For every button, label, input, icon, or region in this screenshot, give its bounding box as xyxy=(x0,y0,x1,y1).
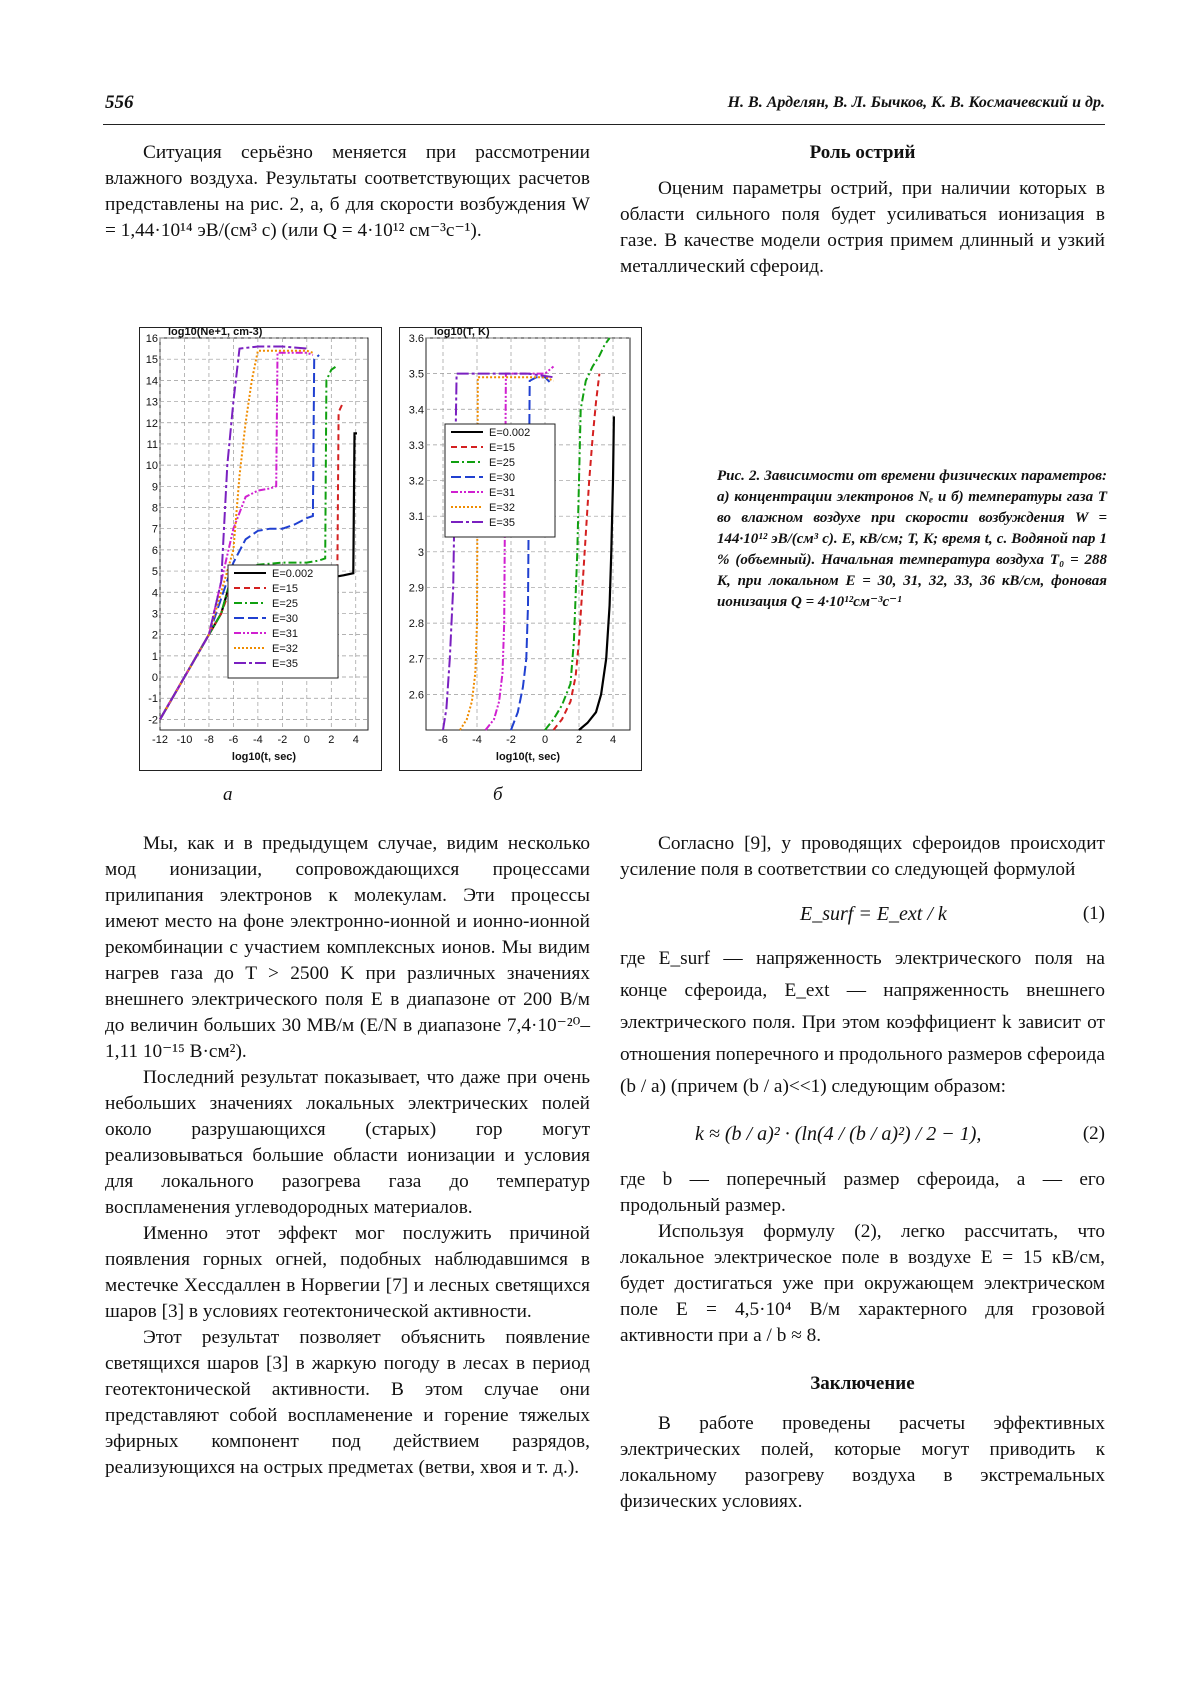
y-tick-label: 6 xyxy=(151,544,158,557)
chart-b xyxy=(400,328,641,770)
paragraph: Согласно [9], у проводящих сфероидов происходит усиление поля в соответствии со следующей формулой xyxy=(620,833,1105,880)
x-tick-label: -6 xyxy=(438,734,448,746)
right-column-top xyxy=(620,140,1105,280)
paragraph: Используя формулу (2), легко рассчитать, что локальное электрическое поле в воздухе E = 15 кВ/см, будет достигаться уже при окружающем электрическом поле E = 4,5·10⁴ В/м характерного для грозовой активности при a / b ≈ 8. xyxy=(620,1221,1105,1346)
y-tick-label: -1 xyxy=(148,693,158,706)
legend-label: E=35 xyxy=(489,517,515,529)
paragraph: Мы, как и в предыдущем случае, видим несколько мод ионизации, сопровождающихся процессами прилипания электронов к молекулам. Эти процессы имеют место на фоне электронно-ионной и ионно-ионной рекомбинации с участием комплексных ионов. Мы видим нагрев газа до T > 2500 K при различных значениях внешнего электрического поля E в диапазоне от 200 В/м до величин больших 30 МВ/м (E/N в диапазоне 7,4·10⁻²⁰–1,11 10⁻¹⁵ В·см²). xyxy=(105,833,590,1062)
x-tick-label: -10 xyxy=(176,734,193,746)
figure-b-label: б xyxy=(493,784,503,805)
equation-2-body: k ≈ (b / a)² · (ln(4 / (b / a)²) / 2 − 1), xyxy=(695,1123,982,1145)
paragraph: Этот результат позволяет объяснить появление светящихся шаров [3] в жаркую погоду в лесах в период геотектонической активности. В этом случае они представляют собой воспламенение и горение тяжелых эфирных компонент под действием разрядов, реализующихся на острых предметах (ветви, хвоя и т. д.). xyxy=(105,1327,590,1478)
legend-label: E=31 xyxy=(272,628,298,640)
y-tick-label: 1 xyxy=(151,650,158,663)
equation-1-number: (1) xyxy=(1082,903,1105,924)
chart-title: log10(T, K) xyxy=(434,328,490,338)
paragraph: где b — поперечный размер сфероида, a — его продольный размер. xyxy=(620,1169,1105,1216)
legend-label: E=25 xyxy=(489,457,515,469)
x-tick-label: 2 xyxy=(575,734,583,746)
paragraph: Именно этот эффект мог послужить причиной появления горных огней, подобных наблюдавшимся в местечке Хессдаллен в Норвегии [7] и лесных светящихся шаров [3] в условиях геотектонической активности. xyxy=(105,1223,590,1322)
paragraph: Оценим параметры острий, при наличии которых в области сильного поля будет усиливаться ионизация в газе. В качестве модели острия примем длинный и узкий металлический сфероид. xyxy=(620,178,1105,277)
x-axis-label: log10(t, sec) xyxy=(231,751,297,763)
y-tick-label: 0 xyxy=(151,672,158,685)
y-tick-label: 5 xyxy=(151,566,158,579)
legend-label: E=30 xyxy=(272,613,298,625)
figure-b-panel xyxy=(399,327,642,771)
x-tick-label: -2 xyxy=(277,734,288,746)
x-tick-label: -4 xyxy=(252,734,263,746)
y-tick-label: 14 xyxy=(145,375,158,388)
legend-label: E=0.002 xyxy=(489,427,531,439)
section-heading: Роль острий xyxy=(809,142,916,163)
y-tick-label: 15 xyxy=(145,354,158,367)
equation-2 xyxy=(620,1109,1105,1161)
paragraph: где E_surf — напряженность электрического поля на конце сфероида, E_ext — напряженность внешнего электрического поля. При этом коэффициент k зависит от отношения поперечного и продольного размеров сфероида (b / a) (причем (b / a)<<1) следующим образом: xyxy=(620,948,1105,1097)
y-tick-label: 3.3 xyxy=(408,439,424,452)
y-tick-label: 2.7 xyxy=(408,653,424,666)
legend-label: E=35 xyxy=(272,658,298,670)
equation-2-number: (2) xyxy=(1082,1123,1105,1144)
y-tick-label: 3.5 xyxy=(408,368,424,381)
chart-title: log10(Ne+1, cm-3) xyxy=(168,328,263,338)
left-column-top xyxy=(105,140,590,244)
left-column-bottom xyxy=(105,831,590,1481)
section-heading: Заключение xyxy=(810,1373,915,1394)
x-tick-label: -2 xyxy=(506,734,516,746)
y-tick-label: 3.2 xyxy=(408,475,424,488)
x-tick-label: 4 xyxy=(609,734,617,746)
y-tick-label: 12 xyxy=(145,417,158,430)
y-tick-label: 2.8 xyxy=(408,618,424,631)
y-tick-label: 13 xyxy=(145,396,158,409)
chart-a xyxy=(140,328,381,770)
header-rule xyxy=(103,124,1105,125)
x-tick-label: 0 xyxy=(541,734,549,746)
x-tick-label: 0 xyxy=(303,734,310,746)
y-tick-label: 7 xyxy=(151,523,158,536)
legend-label: E=15 xyxy=(489,442,515,454)
y-tick-label: 2.9 xyxy=(408,582,424,595)
y-tick-label: 3.4 xyxy=(408,404,424,417)
y-tick-label: 3.6 xyxy=(408,333,424,345)
legend-label: E=0.002 xyxy=(272,568,314,580)
y-tick-label: -2 xyxy=(148,714,158,727)
y-tick-label: 10 xyxy=(145,460,158,473)
equation-1 xyxy=(620,891,1105,937)
figure-a-panel xyxy=(139,327,382,771)
y-tick-label: 9 xyxy=(151,481,158,494)
legend-label: E=32 xyxy=(489,502,515,514)
y-tick-label: 3 xyxy=(151,608,158,621)
x-tick-label: -4 xyxy=(472,734,482,746)
x-axis-label: log10(t, sec) xyxy=(495,751,561,763)
page-number: 556 xyxy=(105,92,134,113)
figure-a-label: а xyxy=(223,784,233,805)
equation-1-body: E_surf = E_ext / k xyxy=(800,903,947,925)
y-tick-label: 11 xyxy=(146,438,158,451)
x-tick-label: 2 xyxy=(328,734,335,746)
y-tick-label: 2 xyxy=(151,629,158,642)
right-column-bottom xyxy=(620,831,1105,1515)
paragraph: В работе проведены расчеты эффективных электрических полей, которые могут приводить к локальному разогреву воздуха в экстремальных физических условиях. xyxy=(620,1413,1105,1512)
paragraph: Ситуация серьёзно меняется при рассмотрении влажного воздуха. Результаты соответствующих расчетов представлены на рис. 2, а, б для скорости возбуждения W = 1,44·10¹⁴ эВ/(см³ с) (или Q = 4·10¹² см⁻³с⁻¹). xyxy=(105,142,590,241)
legend-label: E=31 xyxy=(489,487,515,499)
y-tick-label: 3.1 xyxy=(408,511,424,524)
running-header-authors: Н. В. Арделян, В. Л. Бычков, К. В. Космачевский и др. xyxy=(727,94,1105,111)
figure-caption: Рис. 2. Зависимости от времени физических параметров: а) концентрации электронов Nₑ и б) температуры газа T во влажном воздухе при скорости возбуждения W = 144·10¹² эВ/(см³ с). E, кВ/см; T, K; время t, c. Водяной пар 1 % (объемный). Начальная температура воздуха T₀ = 288 K, при локальном E = 30, 31, 32, 33, 36 кВ/см, фоновая ионизация Q = 4·10¹²см⁻³с⁻¹ xyxy=(717,468,1107,610)
y-tick-label: 8 xyxy=(151,502,158,515)
y-tick-label: 4 xyxy=(151,587,158,600)
legend-label: E=15 xyxy=(272,583,298,595)
y-tick-label: 2.6 xyxy=(408,689,424,702)
y-tick-label: 3 xyxy=(417,546,424,559)
x-tick-label: 4 xyxy=(352,734,359,746)
x-tick-label: -8 xyxy=(204,734,214,746)
legend-label: E=32 xyxy=(272,643,298,655)
x-tick-label: -6 xyxy=(228,734,239,746)
x-tick-label: -12 xyxy=(152,734,168,746)
y-tick-label: 16 xyxy=(145,333,158,345)
legend-label: E=25 xyxy=(272,598,298,610)
paragraph: Последний результат показывает, что даже при очень небольших значениях локальных электрических полей около разрушающихся (старых) гор могут реализовываться большие области ионизации и условия для локального разогрева газа до температур воспламенения углеводородных материалов. xyxy=(105,1067,590,1218)
legend-label: E=30 xyxy=(489,472,515,484)
